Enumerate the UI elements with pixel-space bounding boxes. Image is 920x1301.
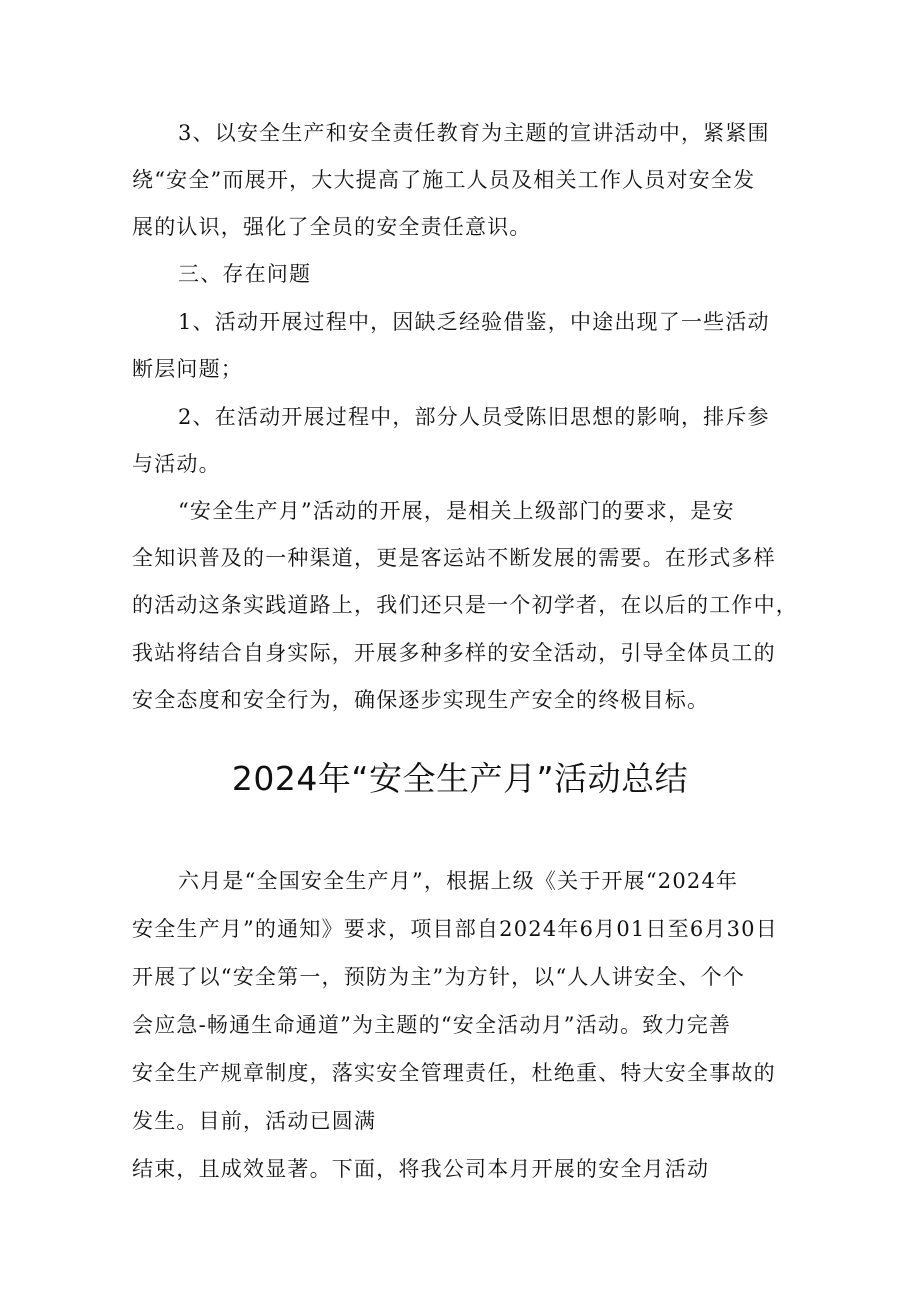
conclusion-line-1: “安全生产月”活动的开展，是相关上级部门的要求，是安 [178,499,735,523]
section-heading-problems: 三、存在问题 [178,262,312,286]
document-title: 2024年“安全生产月”活动总结 [231,759,689,798]
paragraph-point-3-line-1: 3、以安全生产和安全责任教育为主题的宣讲活动中，紧紧围 [178,121,770,145]
intro-line-5: 安全生产规章制度，落实安全管理责任，杜绝重、特大安全事故的 [132,1061,776,1085]
intro-line-6: 发生。目前，活动已圆满 [132,1109,377,1133]
conclusion-line-3: 的活动这条实践道路上，我们还只是一个初学者，在以后的工作中， [132,593,798,617]
conclusion-line-5: 安全态度和安全行为，确保逐步实现生产安全的终极目标。 [132,688,710,712]
problem-1-line-1: 1、活动开展过程中，因缺乏经验借鉴，中途出现了一些活动 [178,310,770,334]
intro-line-3: 开展了以“安全第一，预防为主”为方针，以“人人讲安全、个个 [132,965,746,989]
paragraph-point-3-line-3: 展的认识，强化了全员的安全责任意识。 [132,215,532,239]
intro-line-7: 结束，且成效显著。下面，将我公司本月开展的安全月活动 [132,1157,710,1181]
problem-2-line-1: 2、在活动开展过程中，部分人员受陈旧思想的影响，排斥参 [178,405,770,429]
problem-2-line-2: 与活动。 [132,452,221,476]
intro-line-2: 安全生产月”的通知》要求，项目部自2024年6月01日至6月30日 [132,917,778,941]
paragraph-point-3-line-2: 绕“安全”而展开，大大提高了施工人员及相关工作人员对安全发 [132,168,756,192]
intro-line-1: 六月是“全国安全生产月”，根据上级《关于开展“2024年 [178,869,739,893]
problem-1-line-2: 断层问题； [132,357,243,381]
intro-line-4: 会应急-畅通生命通道”为主题的“安全活动月”活动。致力完善 [132,1013,732,1037]
conclusion-line-4: 我站将结合自身实际，开展多种多样的安全活动，引导全体员工的 [132,641,776,665]
conclusion-line-2: 全知识普及的一种渠道，更是客运站不断发展的需要。在形式多样 [132,546,776,570]
